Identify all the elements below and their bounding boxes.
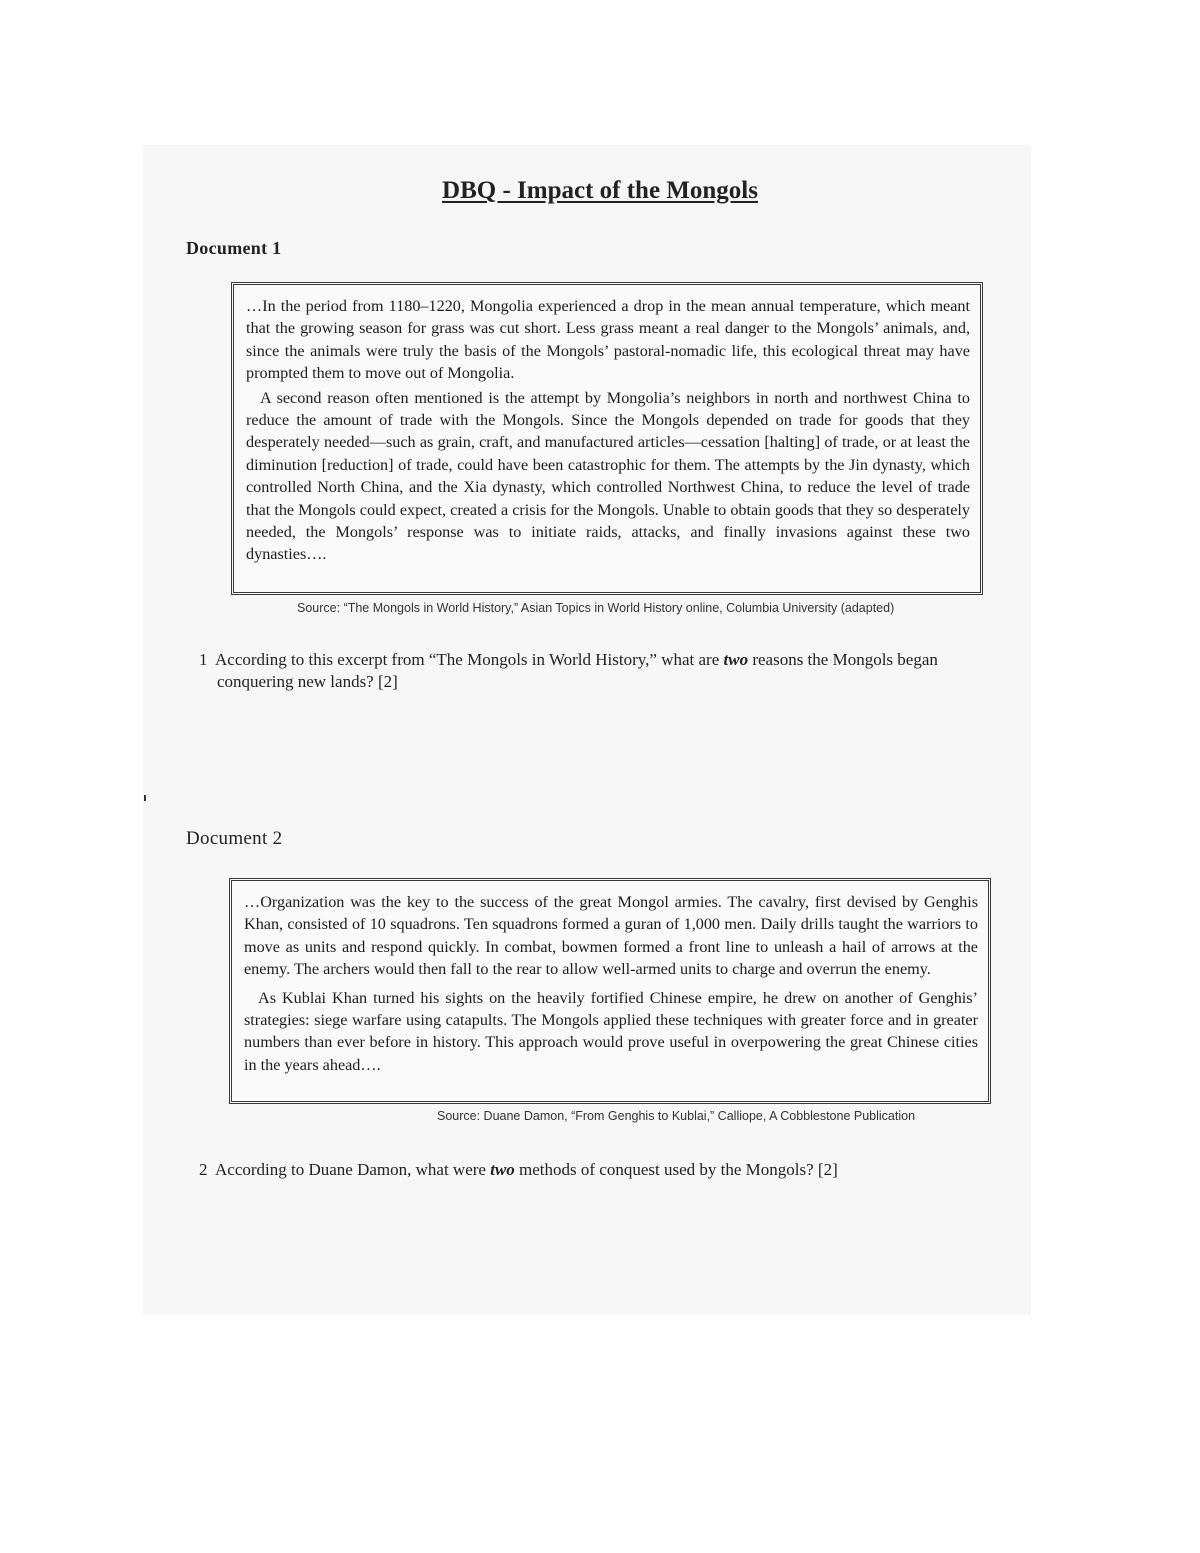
question-2-text-end: methods of conquest used by the Mongols? [2]: [514, 1160, 838, 1179]
question-1-text-start: According to this excerpt from “The Mongols in World History,” what are: [215, 650, 724, 669]
worksheet-title: DBQ - Impact of the Mongols: [442, 177, 758, 204]
question-1-continuation: conquering new lands? [2]: [217, 672, 398, 691]
question-2-number: 2: [199, 1160, 208, 1179]
document-1-paragraph-2: A second reason often mentioned is the attempt by Mongolia’s neighbors in north and northwest China to reduce the amount of trade with the Mongols. Since the Mongols depended on trade for goods that they desperately needed—such as grain, craft, and manufactured articles—cessation [halting] of trade, or at least the diminution [reduction] of trade, could have been catastrophic for them. The attempts by the Jin dynasty, which controlled North China, and the Xia dynasty, which controlled Northwest China, to reduce the level of trade that the Mongols could expect, created a crisis for the Mongols. Unable to obtain goods that they so desperately needed, the Mongols’ response was to initiate raids, attacks, and finally invasions against these two dynasties….: [246, 388, 970, 564]
document-1-excerpt-box: [231, 282, 983, 595]
question-2-emphasis: two: [490, 1160, 515, 1179]
question-1-text-end: reasons the Mongols began: [748, 650, 938, 669]
question-1-number: 1: [199, 650, 208, 669]
question-1: [199, 649, 1029, 693]
document-1-paragraph-1: …In the period from 1180–1220, Mongolia experienced a drop in the mean annual temperature, which meant that the growing season for grass was cut short. Less grass meant a real danger to the Mongols’ animals, and, since the animals were truly the basis of the Mongols’ pastoral-nomadic life, this ecological threat may have prompted them to move out of Mongolia.: [246, 297, 970, 383]
document-2-source: Source: Duane Damon, “From Genghis to Kublai,” Calliope, A Cobblestone Publication: [437, 1109, 916, 1123]
question-1-emphasis: two: [723, 650, 749, 669]
document-2-paragraph-2: As Kublai Khan turned his sights on the heavily fortified Chinese empire, he drew on another of Genghis’ strategies: siege warfare using catapults. The Mongols applied these techniques with greater force and in greater numbers than ever before in history. This approach would prove useful in overpowering the great Chinese cities in the years ahead….: [244, 988, 978, 1074]
question-2: [199, 1159, 1029, 1181]
document-2-paragraph-1: …Organization was the key to the success of the great Mongol armies. The cavalry, first devised by Genghis Khan, consisted of 10 squadrons. Ten squadrons formed a guran of 1,000 men. Daily drills taught the warriors to move as units and respond quickly. In combat, bowmen formed a front line to unleash a hail of arrows at the enemy. The archers would then fall to the rear to allow well-armed units to charge and overrun the enemy.: [244, 893, 978, 979]
document-2-label: Document 2: [186, 828, 283, 849]
document-1-label: Document 1: [186, 238, 282, 258]
scan-mark: [144, 795, 146, 801]
document-1-source: Source: “The Mongols in World History,” Asian Topics in World History online, Columbia University (adapted): [297, 601, 895, 615]
document-2-excerpt-box: [229, 878, 991, 1104]
question-2-text-start: According to Duane Damon, what were: [215, 1160, 491, 1179]
